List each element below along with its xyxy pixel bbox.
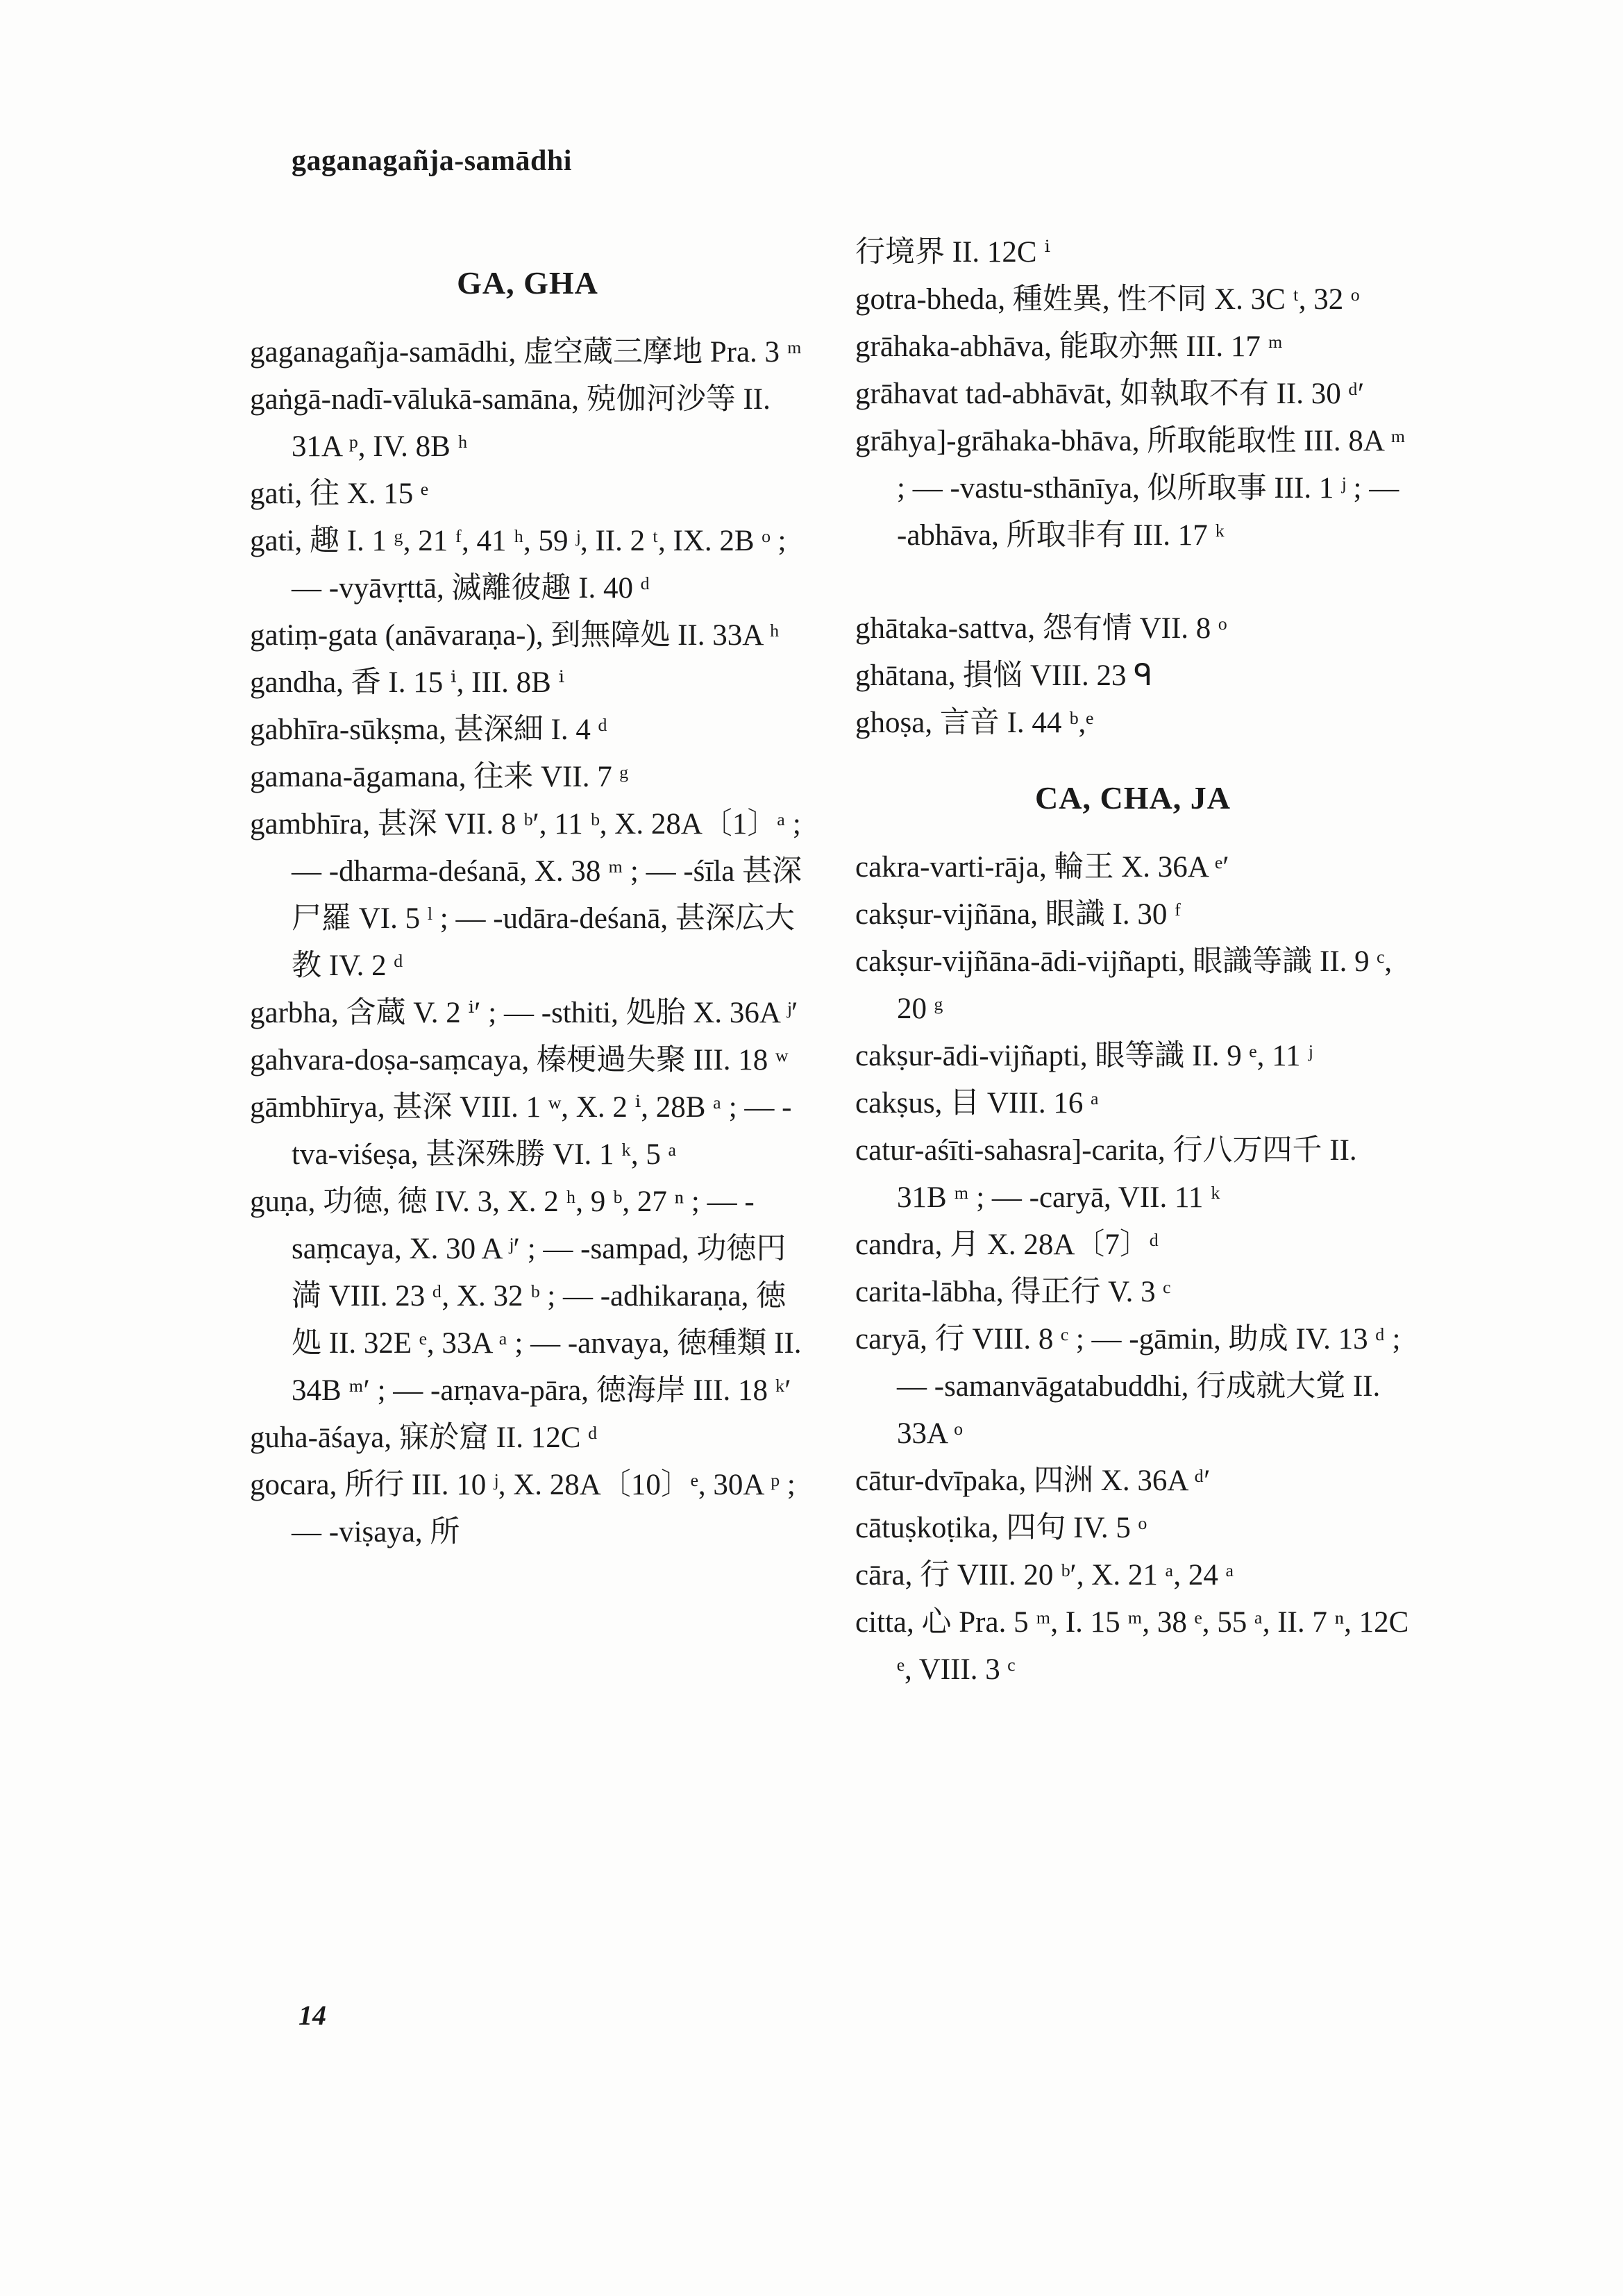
index-entry: cakṣus, 目 VIII. 16 ᵃ — [855, 1087, 1099, 1120]
index-entry: ghātaka-sattva, 怨有情 VII. 8 ᵒ — [855, 612, 1227, 645]
index-entry: gabhīra-sūkṣma, 甚深細 I. 4 ᵈ — [250, 714, 607, 746]
running-header: gaganagañja-samādhi — [292, 145, 572, 177]
index-entry: guha-āśaya, 寐於窟 II. 12C ᵈ — [250, 1421, 598, 1454]
index-entry: gambhīra, 甚深 VII. 8 ᵇ′, 11 ᵇ, X. 28A〔1〕ᵃ ; — -dharma-deśanā, X. 38 ᵐ ; — -śīla 甚深尸羅 VI. 5 ˡ ; — -udāra-deśanā, 甚深広大教 IV. 2 ᵈ — [250, 808, 802, 982]
section-title-ga-gha: GA, GHA — [457, 265, 598, 301]
index-entry: gaganagañja-samādhi, 虚空蔵三摩地 Pra. 3 ᵐ — [250, 336, 802, 369]
index-entry: citta, 心 Pra. 5 ᵐ, I. 15 ᵐ, 38 ᵉ, 55 ᵃ, II. 7 ⁿ, 12C ᵉ, VIII. 3 ᶜ — [855, 1606, 1409, 1686]
index-entry: gamana-āgamana, 往来 VII. 7 ᵍ — [250, 761, 629, 793]
index-entry: candra, 月 X. 28A〔7〕ᵈ — [855, 1229, 1159, 1261]
section-title-ca-cha-ja: CA, CHA, JA — [1035, 780, 1231, 816]
index-entry: gati, 趣 I. 1 ᵍ, 21 ᶠ, 41 ʰ, 59 ʲ, II. 2 ᵗ, IX. 2B ᵒ ; — -vyāvṛttā, 滅離彼趣 I. 40 ᵈ — [250, 525, 787, 605]
index-entry: gotra-bheda, 種姓異, 性不同 X. 3C ᵗ, 32 ᵒ — [855, 283, 1360, 316]
index-entry: cāra, 行 VIII. 20 ᵇ′, X. 21 ᵃ, 24 ᵃ — [855, 1559, 1234, 1592]
index-entry: ghoṣa, 言音 I. 44 ᵇ,ᵉ — [855, 707, 1094, 739]
index-entry: grāhya]-grāhaka-bhāva, 所取能取性 III. 8A ᵐ ; — -vastu-sthānīya, 似所取事 III. 1 ʲ ; — -abhāva, 所取非有 III. 17 ᵏ — [855, 425, 1406, 552]
index-entry: cakra-varti-rāja, 輪王 X. 36A ᵉ′ — [855, 851, 1229, 884]
index-entry: catur-aśīti-sahasra]-carita, 行八万四千 II. 31B ᵐ ; — -caryā, VII. 11 ᵏ — [855, 1134, 1357, 1214]
index-entry: cātuṣkoṭika, 四句 IV. 5 ᵒ — [855, 1512, 1147, 1544]
index-entry: cakṣur-vijñāna-ādi-vijñapti, 眼識等識 II. 9 ᶜ, 20 ᵍ — [855, 945, 1393, 1025]
index-entry: gahvara-doṣa-saṃcaya, 榛梗過失聚 III. 18 ʷ — [250, 1044, 789, 1077]
index-entry: gati, 往 X. 15 ᵉ — [250, 478, 429, 510]
index-entry: cakṣur-vijñāna, 眼識 I. 30 ᶠ — [855, 898, 1181, 931]
index-entry: 行境界 II. 12C ⁱ — [855, 236, 1050, 269]
index-entry: carita-lābha, 得正行 V. 3 ᶜ — [855, 1276, 1171, 1308]
index-entry: ghātana, 損悩 VIII. 23 ᑫ — [855, 659, 1153, 692]
index-entry: grāhavat tad-abhāvāt, 如執取不有 II. 30 ᵈ′ — [855, 378, 1365, 410]
index-entry: gocara, 所行 III. 10 ʲ, X. 28A〔10〕ᵉ, 30A ᵖ ; — -viṣaya, 所 — [250, 1469, 796, 1548]
index-entry: gaṅgā-nadī-vālukā-samāna, 殑伽河沙等 II. 31A ᵖ, IV. 8B ʰ — [250, 383, 771, 463]
index-entry: garbha, 含蔵 V. 2 ⁱ′ ; — -sthiti, 処胎 X. 36A ʲ′ — [250, 997, 798, 1029]
index-entry: cakṣur-ādi-vijñapti, 眼等識 II. 9 ᵉ, 11 ʲ — [855, 1040, 1313, 1072]
index-entry: cātur-dvīpaka, 四洲 X. 36A ᵈ′ — [855, 1464, 1211, 1497]
index-entry: gandha, 香 I. 15 ⁱ, III. 8B ⁱ — [250, 666, 565, 699]
right-column — [855, 229, 1411, 1694]
entry-gap — [855, 559, 1411, 605]
page-number: 14 — [298, 2000, 326, 2031]
index-entry: grāhaka-abhāva, 能取亦無 III. 17 ᵐ — [855, 330, 1283, 363]
index-entry: guṇa, 功徳, 徳 IV. 3, X. 2 ʰ, 9 ᵇ, 27 ⁿ ; — -saṃcaya, X. 30 A ʲ′ ; — -sampad, 功徳円満 VIII. 23 ᵈ, X. 32 ᵇ ; — -adhikaraṇa, 徳処 II. 32E ᵉ, 33A ᵃ ; — -anvaya, 徳種類 II. 34B ᵐ′ ; — -arṇava-pāra, 徳海岸 III. 18 ᵏ′ — [250, 1185, 802, 1407]
index-entry: gatiṃ-gata (anāvaraṇa-), 到無障処 II. 33A ʰ — [250, 619, 780, 652]
index-entry: caryā, 行 VIII. 8 ᶜ ; — -gāmin, 助成 IV. 13 ᵈ ; — -samanvāgatabuddhi, 行成就大覚 II. 33A ᵒ — [855, 1323, 1401, 1450]
index-entry: gāmbhīrya, 甚深 VIII. 1 ʷ, X. 2 ⁱ, 28B ᵃ ; — -tva-viśeṣa, 甚深殊勝 VI. 1 ᵏ, 5 ᵃ — [250, 1091, 792, 1171]
left-column — [250, 229, 805, 1556]
